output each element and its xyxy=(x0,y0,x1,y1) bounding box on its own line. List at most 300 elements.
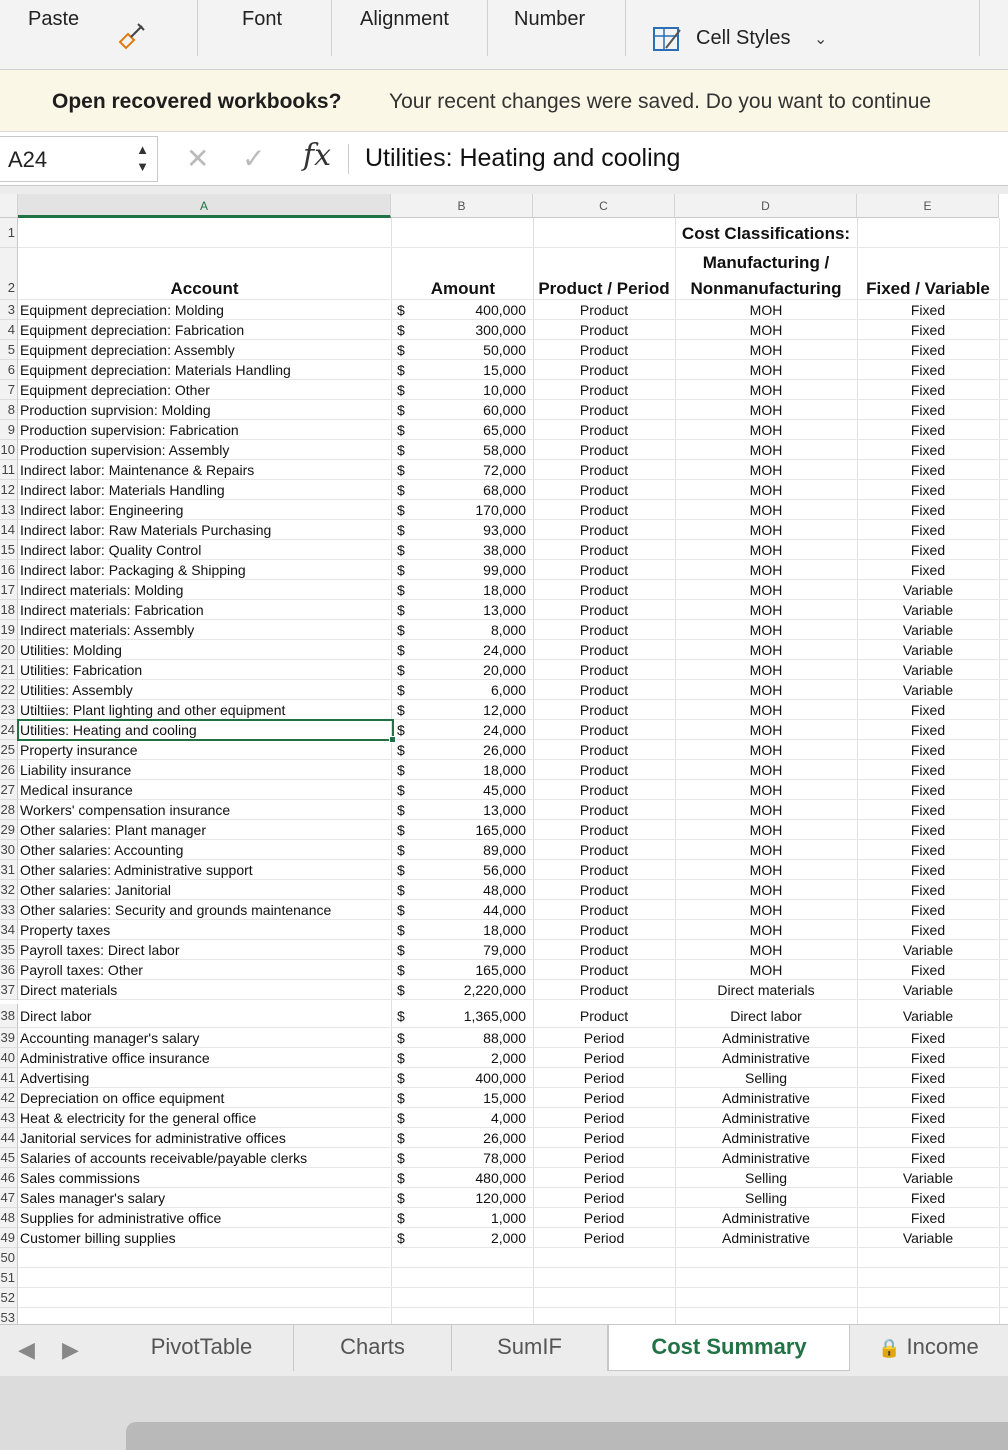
amount-cell[interactable]: 18,000 xyxy=(483,582,526,598)
amount-cell[interactable]: 58,000 xyxy=(483,442,526,458)
classification-cell[interactable]: MOH xyxy=(749,382,783,398)
amount-cell[interactable]: 12,000 xyxy=(483,702,526,718)
amount-cell[interactable]: 50,000 xyxy=(483,342,526,358)
row-header[interactable]: 34 xyxy=(0,920,18,940)
account-cell[interactable]: Sales manager's salary xyxy=(20,1190,166,1206)
classification-cell[interactable]: MOH xyxy=(749,902,783,918)
product-period-cell[interactable]: Product xyxy=(579,922,629,938)
currency-cell[interactable]: $ xyxy=(397,322,405,338)
fixed-variable-cell[interactable]: Fixed xyxy=(910,1190,946,1206)
product-period-cell[interactable]: Product xyxy=(579,942,629,958)
classification-cell[interactable]: MOH xyxy=(749,802,783,818)
amount-cell[interactable]: 170,000 xyxy=(475,502,526,518)
fixed-variable-cell[interactable]: Variable xyxy=(902,1170,954,1186)
product-period-cell[interactable]: Product xyxy=(579,442,629,458)
currency-cell[interactable]: $ xyxy=(397,422,405,438)
classification-cell[interactable]: MOH xyxy=(749,642,783,658)
account-cell[interactable]: Heat & electricity for the general office xyxy=(20,1110,257,1126)
fixed-variable-cell[interactable]: Variable xyxy=(902,1230,954,1246)
account-cell[interactable]: Indirect labor: Engineering xyxy=(20,502,184,518)
classification-cell[interactable]: MOH xyxy=(749,302,783,318)
account-cell[interactable]: Equipment depreciation: Fabrication xyxy=(20,322,245,338)
account-cell[interactable]: Utilities: Fabrication xyxy=(20,662,143,678)
account-cell[interactable]: Production supervision: Fabrication xyxy=(20,422,239,438)
product-period-cell[interactable]: Product xyxy=(579,302,629,318)
fixed-variable-cell[interactable]: Variable xyxy=(902,582,954,598)
product-period-cell[interactable]: Product xyxy=(579,742,629,758)
fixed-variable-cell[interactable]: Fixed xyxy=(910,1030,946,1046)
product-period-cell[interactable]: Product xyxy=(579,722,629,738)
currency-cell[interactable]: $ xyxy=(397,742,405,758)
amount-cell[interactable]: 1,000 xyxy=(490,1210,526,1226)
currency-cell[interactable]: $ xyxy=(397,1210,405,1226)
classification-cell[interactable]: Administrative xyxy=(722,1050,810,1066)
product-period-cell[interactable]: Product xyxy=(579,662,629,678)
account-cell[interactable]: Administrative office insurance xyxy=(20,1050,210,1066)
font-group[interactable] xyxy=(198,0,332,56)
tab-charts[interactable]: Charts xyxy=(294,1325,452,1371)
classification-cell[interactable]: Selling xyxy=(744,1190,788,1206)
currency-cell[interactable]: $ xyxy=(397,1070,405,1086)
account-cell[interactable]: Equipment depreciation: Materials Handling xyxy=(20,362,291,378)
amount-cell[interactable]: 18,000 xyxy=(483,922,526,938)
amount-cell[interactable]: 88,000 xyxy=(483,1030,526,1046)
account-cell[interactable]: Liability insurance xyxy=(20,762,132,778)
account-cell[interactable]: Customer billing supplies xyxy=(20,1230,176,1246)
fixed-variable-cell[interactable]: Variable xyxy=(902,682,954,698)
amount-cell[interactable]: 10,000 xyxy=(483,382,526,398)
currency-cell[interactable]: $ xyxy=(397,1050,405,1066)
row-header[interactable]: 26 xyxy=(0,760,18,780)
fixed-variable-cell[interactable]: Fixed xyxy=(910,1150,946,1166)
row-header[interactable]: 41 xyxy=(0,1068,18,1088)
amount-cell[interactable]: 15,000 xyxy=(483,362,526,378)
amount-cell[interactable]: 60,000 xyxy=(483,402,526,418)
amount-cell[interactable]: 65,000 xyxy=(483,422,526,438)
classification-cell[interactable]: MOH xyxy=(749,662,783,678)
currency-cell[interactable]: $ xyxy=(397,342,405,358)
amount-cell[interactable]: 13,000 xyxy=(483,602,526,618)
product-period-cell[interactable]: Period xyxy=(583,1150,625,1166)
currency-cell[interactable]: $ xyxy=(397,662,405,678)
amount-cell[interactable]: 24,000 xyxy=(483,642,526,658)
product-period-cell[interactable]: Period xyxy=(583,1210,625,1226)
currency-cell[interactable]: $ xyxy=(397,1190,405,1206)
fixed-variable-cell[interactable]: Fixed xyxy=(910,822,946,838)
fixed-variable-cell[interactable]: Fixed xyxy=(910,422,946,438)
row-header[interactable]: 51 xyxy=(0,1268,18,1288)
row-header[interactable]: 48 xyxy=(0,1208,18,1228)
account-cell[interactable]: Other salaries: Plant manager xyxy=(20,822,206,838)
amount-cell[interactable]: 93,000 xyxy=(483,522,526,538)
currency-cell[interactable]: $ xyxy=(397,802,405,818)
currency-cell[interactable]: $ xyxy=(397,502,405,518)
fixed-variable-cell[interactable]: Fixed xyxy=(910,842,946,858)
currency-cell[interactable]: $ xyxy=(397,902,405,918)
amount-cell[interactable]: 4,000 xyxy=(490,1110,526,1126)
amount-cell[interactable]: 120,000 xyxy=(475,1190,526,1206)
chevron-down-icon[interactable]: ⌄ xyxy=(814,31,828,48)
fixed-variable-cell[interactable]: Fixed xyxy=(910,382,946,398)
account-cell[interactable]: Accounting manager's salary xyxy=(20,1030,200,1046)
classification-cell[interactable]: MOH xyxy=(749,922,783,938)
row-header[interactable]: 52 xyxy=(0,1288,18,1308)
row-header[interactable]: 32 xyxy=(0,880,18,900)
row-header[interactable]: 1 xyxy=(0,218,18,248)
tab-scroll-right-icon[interactable]: ▶ xyxy=(62,1337,79,1362)
product-period-cell[interactable]: Product xyxy=(579,462,629,478)
classification-cell[interactable]: MOH xyxy=(749,742,783,758)
fixed-variable-cell[interactable]: Fixed xyxy=(910,1130,946,1146)
product-period-cell[interactable]: Product xyxy=(579,862,629,878)
currency-cell[interactable]: $ xyxy=(397,682,405,698)
row-header[interactable]: 3 xyxy=(0,300,18,320)
tab-scroll-left-icon[interactable]: ◀ xyxy=(18,1337,35,1362)
classification-cell[interactable]: MOH xyxy=(749,522,783,538)
product-period-cell[interactable]: Product xyxy=(579,1008,629,1024)
amount-cell[interactable]: 38,000 xyxy=(483,542,526,558)
account-cell[interactable]: Property taxes xyxy=(20,922,111,938)
product-period-cell[interactable]: Period xyxy=(583,1130,625,1146)
product-period-cell[interactable]: Product xyxy=(579,582,629,598)
column-header-b[interactable]: B xyxy=(391,194,533,218)
product-period-cell[interactable]: Product xyxy=(579,482,629,498)
currency-cell[interactable]: $ xyxy=(397,982,405,998)
row-header[interactable]: 17 xyxy=(0,580,18,600)
product-period-cell[interactable]: Product xyxy=(579,422,629,438)
product-period-cell[interactable]: Product xyxy=(579,822,629,838)
currency-cell[interactable]: $ xyxy=(397,622,405,638)
product-period-cell[interactable]: Period xyxy=(583,1070,625,1086)
row-header[interactable]: 28 xyxy=(0,800,18,820)
classification-cell[interactable]: MOH xyxy=(749,822,783,838)
product-period-cell[interactable]: Product xyxy=(579,802,629,818)
product-period-cell[interactable]: Product xyxy=(579,842,629,858)
row-header[interactable]: 7 xyxy=(0,380,18,400)
classification-cell[interactable]: Administrative xyxy=(722,1030,810,1046)
row-header[interactable]: 39 xyxy=(0,1028,18,1048)
currency-cell[interactable]: $ xyxy=(397,482,405,498)
product-period-cell[interactable]: Product xyxy=(579,382,629,398)
product-period-cell[interactable]: Product xyxy=(579,982,629,998)
amount-cell[interactable]: 165,000 xyxy=(475,822,526,838)
product-period-cell[interactable]: Product xyxy=(579,342,629,358)
account-cell[interactable]: Utilities: Molding xyxy=(20,642,122,658)
classification-cell[interactable]: MOH xyxy=(749,962,783,978)
fixed-variable-cell[interactable]: Fixed xyxy=(910,442,946,458)
account-cell[interactable]: Indirect labor: Quality Control xyxy=(20,542,202,558)
fixed-variable-cell[interactable]: Fixed xyxy=(910,762,946,778)
row-header[interactable]: 45 xyxy=(0,1148,18,1168)
row-header[interactable]: 29 xyxy=(0,820,18,840)
amount-cell[interactable]: 13,000 xyxy=(483,802,526,818)
amount-cell[interactable]: 2,220,000 xyxy=(463,982,526,998)
classification-cell[interactable]: MOH xyxy=(749,562,783,578)
fixed-variable-cell[interactable]: Variable xyxy=(902,602,954,618)
row-header[interactable]: 53 xyxy=(0,1308,18,1324)
account-cell[interactable]: Sales commissions xyxy=(20,1170,140,1186)
amount-cell[interactable]: 1,365,000 xyxy=(463,1008,526,1024)
currency-cell[interactable]: $ xyxy=(397,722,405,738)
account-cell[interactable]: Indirect labor: Packaging & Shipping xyxy=(20,562,246,578)
amount-cell[interactable]: 79,000 xyxy=(483,942,526,958)
row-header[interactable]: 38 xyxy=(0,1004,18,1028)
account-cell[interactable]: Advertising xyxy=(20,1070,90,1086)
row-header[interactable]: 37 xyxy=(0,980,18,1000)
account-cell[interactable]: Depreciation on office equipment xyxy=(20,1090,225,1106)
currency-cell[interactable]: $ xyxy=(397,962,405,978)
column-header-d[interactable]: D xyxy=(675,194,857,218)
fixed-variable-cell[interactable]: Fixed xyxy=(910,882,946,898)
fixed-variable-cell[interactable]: Fixed xyxy=(910,962,946,978)
row-header[interactable]: 5 xyxy=(0,340,18,360)
fixed-variable-cell[interactable]: Fixed xyxy=(910,362,946,378)
currency-cell[interactable]: $ xyxy=(397,822,405,838)
classification-cell[interactable]: MOH xyxy=(749,422,783,438)
row-header[interactable]: 23 xyxy=(0,700,18,720)
product-period-cell[interactable]: Period xyxy=(583,1030,625,1046)
cell-styles-button[interactable]: Cell Styles xyxy=(696,27,791,49)
currency-cell[interactable]: $ xyxy=(397,382,405,398)
name-box[interactable] xyxy=(0,136,158,182)
fixed-variable-cell[interactable]: Fixed xyxy=(910,1090,946,1106)
fixed-variable-cell[interactable]: Fixed xyxy=(910,922,946,938)
formula-input[interactable]: Utilities: Heating and cooling xyxy=(365,144,681,172)
fill-handle[interactable] xyxy=(389,736,396,743)
account-cell[interactable]: Utilities: Assembly xyxy=(20,682,133,698)
product-period-cell[interactable]: Period xyxy=(583,1050,625,1066)
currency-cell[interactable]: $ xyxy=(397,602,405,618)
classification-cell[interactable]: MOH xyxy=(749,842,783,858)
product-period-cell[interactable]: Period xyxy=(583,1090,625,1106)
fixed-variable-cell[interactable]: Fixed xyxy=(910,782,946,798)
account-cell[interactable]: Utiltiies: Plant lighting and other equipment xyxy=(20,702,286,718)
classification-cell[interactable]: MOH xyxy=(749,722,783,738)
currency-cell[interactable]: $ xyxy=(397,782,405,798)
row-header[interactable]: 15 xyxy=(0,540,18,560)
row-header[interactable]: 30 xyxy=(0,840,18,860)
classification-cell[interactable]: MOH xyxy=(749,462,783,478)
account-cell[interactable]: Production supervision: Assembly xyxy=(20,442,230,458)
row-header[interactable]: 36 xyxy=(0,960,18,980)
fixed-variable-cell[interactable]: Variable xyxy=(902,942,954,958)
product-period-cell[interactable]: Product xyxy=(579,762,629,778)
classification-cell[interactable]: MOH xyxy=(749,602,783,618)
column-header-a[interactable]: A xyxy=(18,194,391,218)
fixed-variable-cell[interactable]: Fixed xyxy=(910,302,946,318)
classification-cell[interactable]: Administrative xyxy=(722,1110,810,1126)
account-cell[interactable]: Other salaries: Administrative support xyxy=(20,862,253,878)
currency-cell[interactable]: $ xyxy=(397,942,405,958)
product-period-cell[interactable]: Product xyxy=(579,322,629,338)
account-cell[interactable]: Indirect labor: Maintenance & Repairs xyxy=(20,462,255,478)
row-header[interactable]: 21 xyxy=(0,660,18,680)
account-cell[interactable]: Indirect labor: Materials Handling xyxy=(20,482,225,498)
account-cell[interactable]: Equipment depreciation: Other xyxy=(20,382,210,398)
fixed-variable-cell[interactable]: Fixed xyxy=(910,1110,946,1126)
row-header[interactable]: 47 xyxy=(0,1188,18,1208)
amount-cell[interactable]: 15,000 xyxy=(483,1090,526,1106)
spreadsheet-grid[interactable] xyxy=(0,194,1008,1324)
fixed-variable-cell[interactable]: Fixed xyxy=(910,502,946,518)
row-header[interactable]: 33 xyxy=(0,900,18,920)
amount-cell[interactable]: 72,000 xyxy=(483,462,526,478)
row-header[interactable]: 31 xyxy=(0,860,18,880)
classification-cell[interactable]: MOH xyxy=(749,402,783,418)
classification-cell[interactable]: Selling xyxy=(744,1170,788,1186)
amount-cell[interactable]: 56,000 xyxy=(483,862,526,878)
row-header[interactable]: 6 xyxy=(0,360,18,380)
account-cell[interactable]: Salaries of accounts receivable/payable clerks xyxy=(20,1150,308,1166)
classification-cell[interactable]: Administrative xyxy=(722,1150,810,1166)
currency-cell[interactable]: $ xyxy=(397,922,405,938)
amount-cell[interactable]: 6,000 xyxy=(490,682,526,698)
account-cell[interactable]: Workers' compensation insurance xyxy=(20,802,231,818)
account-cell[interactable]: Payroll taxes: Other xyxy=(20,962,143,978)
account-cell[interactable]: Production suprvision: Molding xyxy=(20,402,211,418)
product-period-cell[interactable]: Period xyxy=(583,1110,625,1126)
product-period-cell[interactable]: Period xyxy=(583,1170,625,1186)
row-header[interactable]: 8 xyxy=(0,400,18,420)
row-header[interactable]: 46 xyxy=(0,1168,18,1188)
currency-cell[interactable]: $ xyxy=(397,762,405,778)
classification-cell[interactable]: MOH xyxy=(749,482,783,498)
column-header-c[interactable]: C xyxy=(533,194,675,218)
account-cell[interactable]: Equipment depreciation: Molding xyxy=(20,302,224,318)
fixed-variable-cell[interactable]: Fixed xyxy=(910,342,946,358)
classification-cell[interactable]: Administrative xyxy=(722,1210,810,1226)
amount-cell[interactable]: 48,000 xyxy=(483,882,526,898)
account-cell[interactable]: Supplies for administrative office xyxy=(20,1210,222,1226)
currency-cell[interactable]: $ xyxy=(397,562,405,578)
currency-cell[interactable]: $ xyxy=(397,882,405,898)
currency-cell[interactable]: $ xyxy=(397,1170,405,1186)
currency-cell[interactable]: $ xyxy=(397,522,405,538)
row-header[interactable]: 11 xyxy=(0,460,18,480)
account-cell[interactable]: Direct labor xyxy=(20,1008,92,1024)
classification-cell[interactable]: Administrative xyxy=(722,1090,810,1106)
product-period-cell[interactable]: Product xyxy=(579,682,629,698)
fixed-variable-cell[interactable]: Fixed xyxy=(910,562,946,578)
classification-cell[interactable]: MOH xyxy=(749,362,783,378)
account-cell[interactable]: Janitorial services for administrative offices xyxy=(20,1130,286,1146)
amount-cell[interactable]: 45,000 xyxy=(483,782,526,798)
product-period-cell[interactable]: Product xyxy=(579,702,629,718)
row-header[interactable]: 49 xyxy=(0,1228,18,1248)
classification-cell[interactable]: MOH xyxy=(749,322,783,338)
row-header[interactable]: 12 xyxy=(0,480,18,500)
amount-cell[interactable]: 99,000 xyxy=(483,562,526,578)
currency-cell[interactable]: $ xyxy=(397,1230,405,1246)
currency-cell[interactable]: $ xyxy=(397,1008,405,1024)
fixed-variable-cell[interactable]: Variable xyxy=(902,662,954,678)
product-period-cell[interactable]: Product xyxy=(579,542,629,558)
product-period-cell[interactable]: Product xyxy=(579,642,629,658)
currency-cell[interactable]: $ xyxy=(397,442,405,458)
classification-cell[interactable]: MOH xyxy=(749,862,783,878)
account-cell[interactable]: Other salaries: Security and grounds maintenance xyxy=(20,902,332,918)
row-header[interactable]: 19 xyxy=(0,620,18,640)
currency-cell[interactable]: $ xyxy=(397,402,405,418)
fixed-variable-cell[interactable]: Fixed xyxy=(910,402,946,418)
row-header[interactable]: 42 xyxy=(0,1088,18,1108)
fixed-variable-cell[interactable]: Fixed xyxy=(910,802,946,818)
account-cell[interactable]: Other salaries: Janitorial xyxy=(20,882,171,898)
currency-cell[interactable]: $ xyxy=(397,1130,405,1146)
product-period-cell[interactable]: Product xyxy=(579,882,629,898)
currency-cell[interactable]: $ xyxy=(397,642,405,658)
classification-cell[interactable]: Selling xyxy=(744,1070,788,1086)
amount-cell[interactable]: 26,000 xyxy=(483,742,526,758)
amount-cell[interactable]: 89,000 xyxy=(483,842,526,858)
classification-cell[interactable]: MOH xyxy=(749,682,783,698)
fixed-variable-cell[interactable]: Fixed xyxy=(910,902,946,918)
currency-cell[interactable]: $ xyxy=(397,842,405,858)
select-all-corner[interactable] xyxy=(0,194,18,218)
row-header[interactable]: 50 xyxy=(0,1248,18,1268)
currency-cell[interactable]: $ xyxy=(397,302,405,318)
currency-cell[interactable]: $ xyxy=(397,1030,405,1046)
currency-cell[interactable]: $ xyxy=(397,1110,405,1126)
product-period-cell[interactable]: Product xyxy=(579,962,629,978)
name-box-stepper-icon[interactable]: ▲ ▼ xyxy=(136,142,149,174)
account-cell[interactable]: Medical insurance xyxy=(20,782,133,798)
fixed-variable-cell[interactable]: Fixed xyxy=(910,522,946,538)
row-header[interactable]: 4 xyxy=(0,320,18,340)
currency-cell[interactable]: $ xyxy=(397,582,405,598)
row-header[interactable]: 24 xyxy=(0,720,18,740)
classification-cell[interactable]: Direct labor xyxy=(730,1008,802,1024)
fixed-variable-cell[interactable]: Fixed xyxy=(910,862,946,878)
amount-cell[interactable]: 78,000 xyxy=(483,1150,526,1166)
amount-cell[interactable]: 68,000 xyxy=(483,482,526,498)
row-header[interactable]: 18 xyxy=(0,600,18,620)
amount-cell[interactable]: 18,000 xyxy=(483,762,526,778)
cancel-icon[interactable]: ✕ xyxy=(186,143,210,174)
product-period-cell[interactable]: Product xyxy=(579,602,629,618)
classification-cell[interactable]: MOH xyxy=(749,882,783,898)
amount-cell[interactable]: 8,000 xyxy=(490,622,526,638)
classification-cell[interactable]: MOH xyxy=(749,622,783,638)
row-header[interactable]: 14 xyxy=(0,520,18,540)
tab-income[interactable] xyxy=(850,1325,1008,1371)
amount-cell[interactable]: 2,000 xyxy=(490,1230,526,1246)
amount-cell[interactable]: 400,000 xyxy=(475,1070,526,1086)
amount-cell[interactable]: 480,000 xyxy=(475,1170,526,1186)
product-period-cell[interactable]: Period xyxy=(583,1190,625,1206)
row-header[interactable]: 9 xyxy=(0,420,18,440)
classification-cell[interactable]: Administrative xyxy=(722,1230,810,1246)
amount-cell[interactable]: 300,000 xyxy=(475,322,526,338)
currency-cell[interactable]: $ xyxy=(397,702,405,718)
account-cell[interactable]: Indirect materials: Fabrication xyxy=(20,602,204,618)
account-cell[interactable]: Indirect labor: Raw Materials Purchasing xyxy=(20,522,272,538)
classification-cell[interactable]: Administrative xyxy=(722,1130,810,1146)
row-header[interactable]: 13 xyxy=(0,500,18,520)
fixed-variable-cell[interactable]: Variable xyxy=(902,982,954,998)
fixed-variable-cell[interactable]: Fixed xyxy=(910,742,946,758)
product-period-cell[interactable]: Product xyxy=(579,362,629,378)
paste-button[interactable]: Paste xyxy=(28,8,80,30)
currency-cell[interactable]: $ xyxy=(397,862,405,878)
row-header[interactable]: 35 xyxy=(0,940,18,960)
classification-cell[interactable]: MOH xyxy=(749,582,783,598)
classification-cell[interactable]: MOH xyxy=(749,502,783,518)
fixed-variable-cell[interactable]: Fixed xyxy=(910,462,946,478)
row-header[interactable]: 44 xyxy=(0,1128,18,1148)
amount-cell[interactable]: 165,000 xyxy=(475,962,526,978)
tab-sumif[interactable]: SumIF xyxy=(452,1325,608,1371)
